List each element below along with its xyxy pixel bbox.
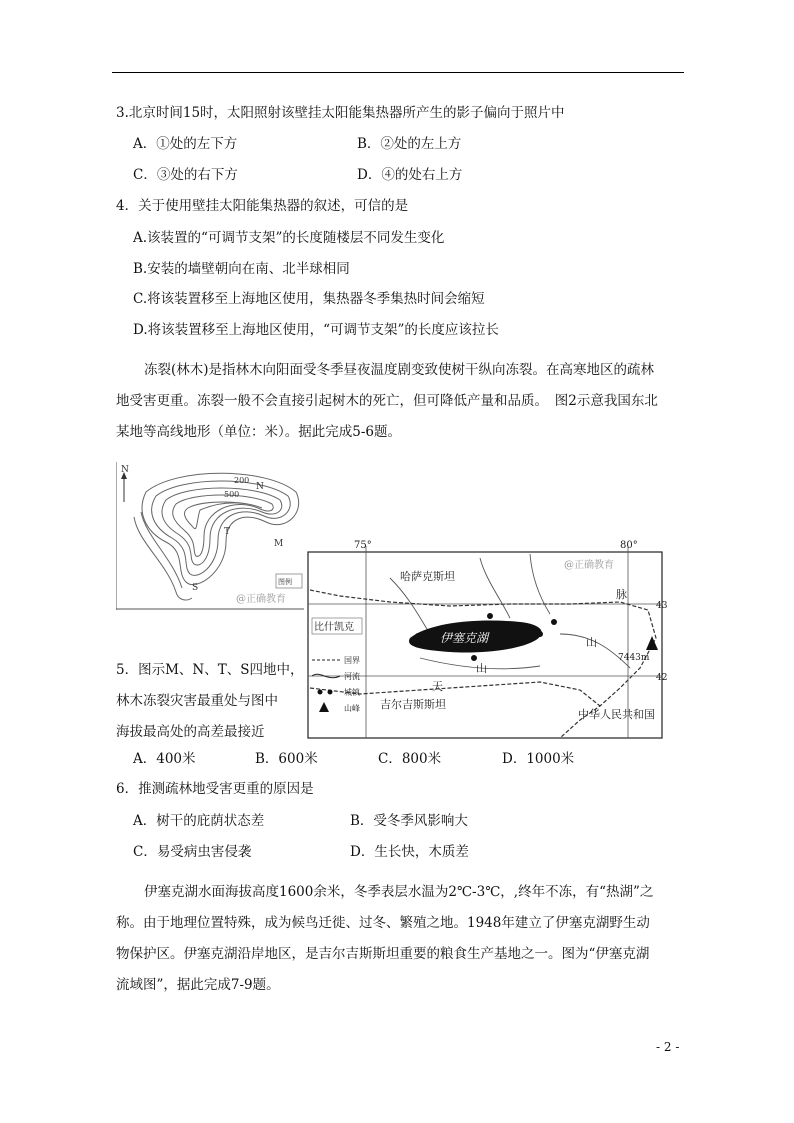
point-n-label: N [256, 482, 264, 492]
q3-option-b: B．②处的左上方 [357, 136, 462, 152]
q6-option-d: D．生长快，木质差 [350, 844, 469, 860]
lat-43-label: 43 [656, 601, 668, 611]
mountain-label-c: 天 [432, 680, 443, 693]
q4-stem: 4．关于使用壁挂太阳能集热器的叙述，可信的是 [116, 198, 409, 214]
q6-option-a: A．树干的庇荫状态差 [133, 813, 265, 829]
point-t-label: T [224, 527, 231, 537]
legend-town-label: 城镇 [344, 688, 360, 697]
q3-option-d: D．④的处右上方 [357, 167, 463, 183]
q3-option-a: A．①处的左下方 [133, 136, 238, 152]
q5-option-c: C．800米 [378, 751, 442, 767]
china-label: 中华人民共和国 [578, 708, 655, 721]
passage-issyk-kul: 伊塞克湖水面海拔高度1600余米，冬季表层水温为2℃-3℃，,终年不冻，有“热湖”之称。由于地理位置特殊，成为候鸟迁徙、过冬、繁殖之地。1948年建立了伊塞克湖野生动物保护区。伊塞克湖沿岸地区，是吉尔吉斯斯坦重要的粮食生产基地之一。图为“伊塞克湖流域图”，据此完成7-9题。 [116, 884, 654, 993]
peak-height-label: 7443m [618, 653, 650, 663]
q5-option-d: D．1000米 [502, 751, 575, 767]
legend-peak-label: 山峰 [344, 704, 360, 713]
mountain-label-a: 山 [586, 636, 597, 649]
contour-map-figure [116, 462, 304, 610]
legend-border-label: 国界 [344, 656, 360, 665]
kyrgyzstan-label: 吉尔吉斯斯坦 [380, 698, 446, 711]
q5-stem-line3: 海拔最高处的高差最接近 [116, 724, 265, 740]
kazakhstan-label: 哈萨克斯坦 [400, 570, 455, 583]
q6-option-b: B．受冬季风影响大 [350, 813, 468, 829]
issyk-kul-map-figure [300, 538, 670, 743]
mountain-label-b: 山 [476, 662, 487, 675]
mountain-label-d: 脉 [616, 588, 627, 601]
q6-stem: 6．推测疏林地受害更重的原因是 [116, 781, 314, 797]
page-number: - 2 - [656, 1040, 680, 1054]
bishkek-label: 比什凯克 [314, 622, 354, 633]
q3-stem: 3.北京时间15时，太阳照射该壁挂太阳能集热器所产生的影子偏向于照片中 [116, 105, 565, 121]
point-m-label: M [274, 539, 284, 549]
contour-200-label: 200 [234, 476, 250, 485]
q5-option-a: A．400米 [133, 751, 196, 767]
lon-80-label: 80° [620, 540, 638, 551]
q3-option-c: C．③处的右下方 [133, 167, 238, 183]
fig1-legend-label: 图例 [278, 578, 292, 586]
q5-option-b: B．600米 [255, 751, 318, 767]
q5-stem-line1: 5．图示M、N、T、S四地中， [116, 662, 304, 678]
q4-option-a: A.该装置的“可调节支架”的长度随楼层不同发生变化 [133, 230, 445, 246]
q4-option-d: D.将该装置移至上海地区使用，“可调节支架”的长度应该拉长 [133, 322, 499, 338]
passage-frost-crack: 冻裂(林木)是指林木向阳面受冬季昼夜温度剧变致使树干纵向冻裂。在高寒地区的疏林地受害更重。冻裂一般不会直接引起树木的死亡，但可降低产量和品质。 图2示意我国东北某地等高线地形（单位：米）。据此完成5-6题。 [116, 362, 658, 440]
lon-75-label: 75° [354, 540, 372, 551]
fig1-watermark: @正确教育 [236, 594, 286, 605]
legend-river-label: 河流 [344, 672, 360, 681]
lake-label: 伊塞克湖 [440, 631, 489, 645]
fig2-watermark: @正确教育 [564, 560, 614, 571]
point-s-label: S [192, 583, 199, 593]
q6-option-c: C．易受病虫害侵袭 [133, 844, 252, 860]
q4-option-b: B.安装的墙壁朝向在南、北半球相同 [133, 261, 350, 277]
north-label: N [121, 465, 129, 475]
lat-42-label: 42 [656, 673, 668, 683]
contour-500-label: 500 [224, 490, 240, 499]
q4-option-c: C.将该装置移至上海地区使用，集热器冬季集热时间会缩短 [133, 291, 485, 307]
q5-stem-line2: 林木冻裂灾害最重处与图中 [116, 693, 278, 709]
header-rule [112, 72, 684, 73]
